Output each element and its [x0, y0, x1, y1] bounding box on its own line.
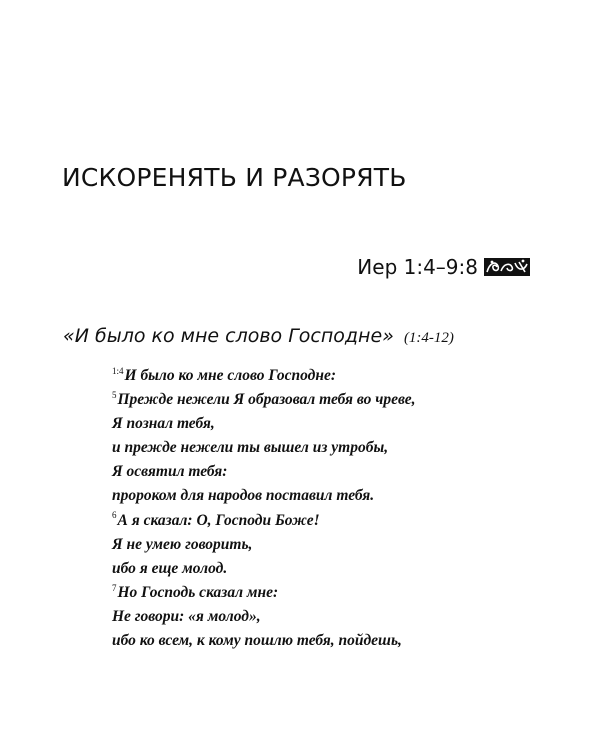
- verse-text: ибо я еще молод.: [112, 559, 228, 577]
- section-range: (1:4-12): [403, 330, 454, 346]
- verse-line: [112, 484, 552, 508]
- verse-number: 1:4: [112, 365, 124, 376]
- verse-list: [112, 364, 552, 653]
- verse-text: И было ко мне слово Господне:: [124, 367, 337, 384]
- verse-text: Прежде нежели Я образовал тебя во чреве,: [117, 391, 416, 409]
- verse-line: [112, 388, 552, 412]
- verse-text: ибо ко всем, к кому пошлю тебя, пойдешь,: [112, 632, 402, 650]
- verse-line: [112, 629, 552, 653]
- verse-text: Я освятил тебя:: [112, 463, 228, 481]
- verse-text: А я сказал: О, Господи Боже!: [117, 511, 320, 529]
- chapter-title: ИСКОРЕНЯТЬ И РАЗОРЯТЬ: [62, 163, 407, 192]
- verse-text: Но Господь сказал мне:: [117, 583, 279, 601]
- verse-line: [112, 412, 552, 436]
- verse-number: 6: [112, 510, 117, 521]
- reference-text: Иер 1:4–9:8: [357, 255, 478, 279]
- verse-line: [112, 460, 552, 484]
- verse-line: [112, 605, 552, 629]
- verse-text: Я познал тебя,: [112, 415, 215, 433]
- verse-text: и прежде нежели ты вышел из утробы,: [112, 439, 389, 457]
- verse-line: [112, 364, 552, 388]
- scripture-reference: [357, 255, 530, 279]
- ornament-icon: [484, 257, 530, 277]
- verse-line: [112, 533, 552, 557]
- verse-line: [112, 557, 552, 581]
- verse-number: 5: [112, 389, 117, 400]
- verse-text: пророком для народов поставил тебя.: [112, 487, 375, 505]
- verse-text: Не говори: «я молод»,: [112, 607, 261, 625]
- verse-text: Я не умею говорить,: [112, 535, 253, 553]
- verse-number: 7: [112, 582, 117, 593]
- verse-line: [112, 509, 552, 533]
- verse-line: [112, 436, 552, 460]
- section-heading: [63, 325, 454, 347]
- verse-line: [112, 581, 552, 605]
- section-heading-text: «И было ко мне слово Господне»: [63, 325, 394, 347]
